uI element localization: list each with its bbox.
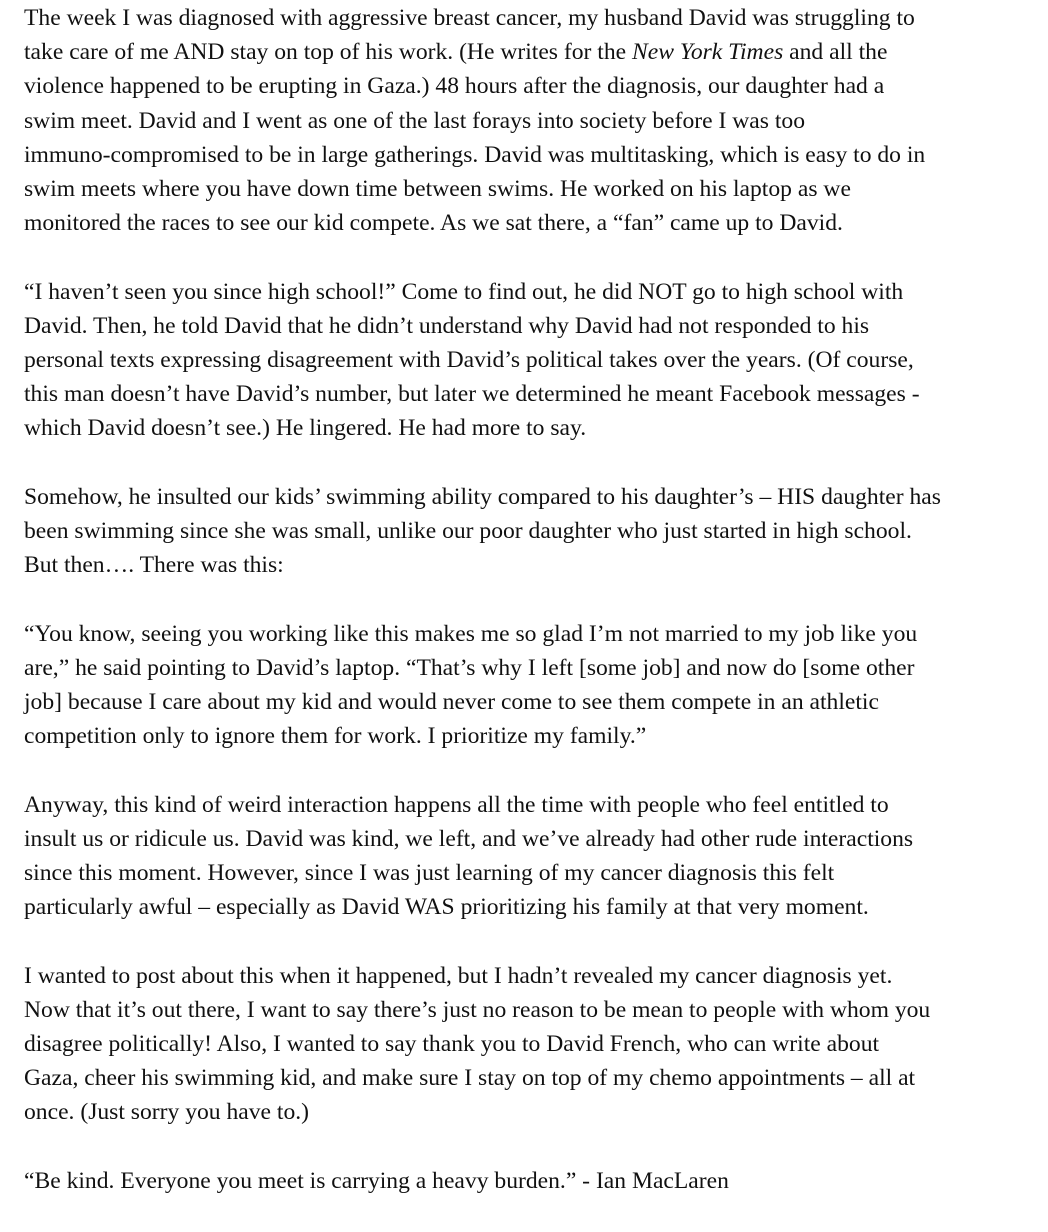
text-line [24, 411, 1034, 445]
text-line [24, 822, 1034, 856]
text-segment: particularly awful – especially as David WAS prioritizing his family at that very moment. [24, 894, 869, 921]
italic-publication-name: New York Times [632, 39, 784, 66]
text-line [24, 514, 1034, 548]
paragraph-1 [24, 1, 1034, 240]
text-line [24, 275, 1034, 309]
text-segment: Somehow, he insulted our kids’ swimming ability compared to his daughter’s – HIS daughter has [24, 483, 941, 510]
text-segment: and all the [783, 39, 888, 66]
paragraph-4 [24, 617, 1034, 754]
text-line [24, 343, 1034, 377]
text-segment: But then…. There was this: [24, 552, 284, 579]
text-segment: “Be kind. Everyone you meet is carrying a heavy burden.” - Ian MacLaren [24, 1167, 729, 1194]
text-segment: personal texts expressing disagreement with David’s political takes over the years. (Of course, [24, 347, 914, 374]
text-line [24, 685, 1034, 719]
text-line [24, 993, 1034, 1027]
text-segment: monitored the races to see our kid compete. As we sat there, a “fan” came up to David. [24, 210, 843, 237]
text-segment: David. Then, he told David that he didn’t understand why David had not responded to his [24, 312, 870, 339]
text-line [24, 1027, 1034, 1061]
text-line [24, 617, 1034, 651]
text-segment: once. (Just sorry you have to.) [24, 1099, 310, 1126]
paragraph-3 [24, 480, 1034, 583]
text-segment: since this moment. However, since I was just learning of my cancer diagnosis this felt [24, 860, 835, 887]
text-segment: take care of me AND stay on top of his work. (He writes for the [24, 39, 633, 66]
text-segment: this man doesn’t have David’s number, but later we determined he meant Facebook messages - [24, 381, 920, 408]
text-segment: disagree politically! Also, I wanted to say thank you to David French, who can write about [24, 1031, 880, 1058]
text-line [24, 309, 1034, 343]
text-segment: swim meets where you have down time between swims. He worked on his laptop as we [24, 176, 851, 203]
text-segment: been swimming since she was small, unlike our poor daughter who just started in high school. [24, 518, 912, 545]
text-line [24, 548, 1034, 582]
text-segment: Now that it’s out there, I want to say there’s just no reason to be mean to people with whom you [24, 996, 931, 1023]
text-line [24, 480, 1034, 514]
text-line [24, 719, 1034, 753]
text-line [24, 1, 1034, 35]
text-line [24, 856, 1034, 890]
text-segment: “I haven’t seen you since high school!” Come to find out, he did NOT go to high school with [24, 278, 904, 305]
text-segment: Anyway, this kind of weird interaction happens all the time with people who feel entitled to [24, 791, 889, 818]
text-segment: Gaza, cheer his swimming kid, and make sure I stay on top of my chemo appointments – all at [24, 1065, 916, 1092]
text-line [24, 35, 1034, 69]
text-line [24, 1095, 1034, 1129]
text-segment: job] because I care about my kid and would never come to see them compete in an athletic [24, 689, 879, 716]
text-line [24, 959, 1034, 993]
text-line [24, 172, 1034, 206]
text-segment: violence happened to be erupting in Gaza.) 48 hours after the diagnosis, our daughter had a [24, 73, 885, 100]
text-segment: which David doesn’t see.) He lingered. He had more to say. [24, 415, 587, 442]
text-line [24, 69, 1034, 103]
text-line [24, 1164, 1034, 1198]
text-segment: insult us or ridicule us. David was kind, we left, and we’ve already had other rude interactions [24, 825, 914, 852]
paragraph-5 [24, 788, 1034, 925]
text-segment: immuno-compromised to be in large gatherings. David was multitasking, which is easy to do in [24, 141, 926, 168]
text-line [24, 651, 1034, 685]
text-segment: are,” he said pointing to David’s laptop. “That’s why I left [some job] and now do [some other [24, 654, 915, 681]
text-segment: I wanted to post about this when it happened, but I hadn’t revealed my cancer diagnosis yet. [24, 962, 893, 989]
text-segment: competition only to ignore them for work. I prioritize my family.” [24, 723, 647, 750]
text-line [24, 206, 1034, 240]
document-body [24, 0, 1034, 1232]
text-line [24, 1061, 1034, 1095]
text-segment: “You know, seeing you working like this makes me so glad I’m not married to my job like you [24, 620, 918, 647]
text-segment: swim meet. David and I went as one of the last forays into society before I was too [24, 107, 806, 134]
paragraph-7 [24, 1164, 1034, 1198]
text-line [24, 104, 1034, 138]
text-line [24, 788, 1034, 822]
paragraph-2 [24, 275, 1034, 446]
text-segment: The week I was diagnosed with aggressive breast cancer, my husband David was struggling to [24, 5, 915, 31]
paragraph-6 [24, 959, 1034, 1130]
text-line [24, 377, 1034, 411]
text-line [24, 138, 1034, 172]
text-line [24, 890, 1034, 924]
